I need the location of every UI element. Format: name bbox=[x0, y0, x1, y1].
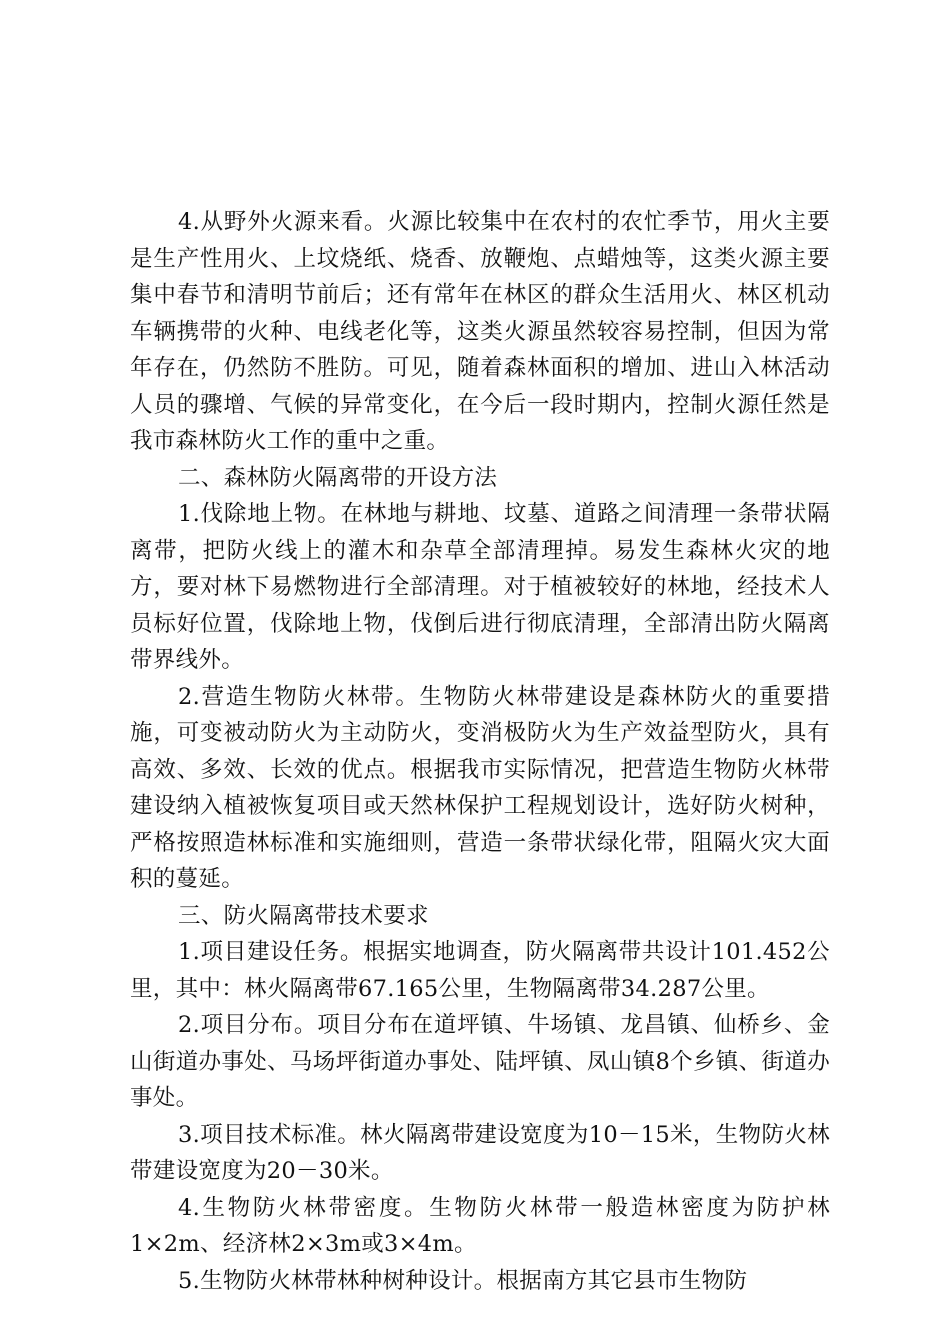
paragraph-project-distribution: 2.项目分布。项目分布在道坪镇、牛场镇、龙昌镇、仙桥乡、金山街道办事处、马场坪街道办事处、陆坪镇、凤山镇8个乡镇、街道办事处。 bbox=[130, 1012, 830, 1111]
paragraph-planting-density: 4.生物防火林带密度。生物防火林带一般造林密度为防护林1×2m、经济林2×3m或3×4m。 bbox=[130, 1194, 830, 1257]
document-body bbox=[130, 204, 830, 1299]
section-heading-3: 三、防火隔离带技术要求 bbox=[178, 902, 429, 929]
paragraph-species-design: 5.生物防火林带林种树种设计。根据南方其它县市生物防 bbox=[178, 1267, 748, 1294]
paragraph-technical-standard: 3.项目技术标准。林火隔离带建设宽度为10－15米，生物防火林带建设宽度为20－30米。 bbox=[130, 1121, 830, 1184]
paragraph-clear-ground: 1.伐除地上物。在林地与耕地、坟墓、道路之间清理一条带状隔离带，把防火线上的灌木和杂草全部清理掉。易发生森林火灾的地方，要对林下易燃物进行全部清理。对于植被较好的林地，经技术人员标好位置，伐除地上物，伐倒后进行彻底清理，全部清出防火隔离带界线外。 bbox=[130, 501, 830, 673]
paragraph-wild-fire-sources: 4.从野外火源来看。火源比较集中在农村的农忙季节，用火主要是生产性用火、上坟烧纸、烧香、放鞭炮、点蜡烛等，这类火源主要集中春节和清明节前后；还有常年在林区的群众生活用火、林区机动车辆携带的火种、电线老化等，这类火源虽然较容易控制，但因为常年存在，仍然防不胜防。可见，随着森林面积的增加、进山入林活动人员的骤增、气候的异常变化，在今后一段时期内，控制火源任然是我市森林防火工作的重中之重。 bbox=[130, 209, 830, 454]
section-heading-2: 二、森林防火隔离带的开设方法 bbox=[178, 464, 498, 491]
paragraph-project-tasks: 1.项目建设任务。根据实地调查，防火隔离带共设计101.452公里，其中：林火隔离带67.165公里，生物隔离带34.287公里。 bbox=[130, 939, 830, 1002]
paragraph-bio-firebreak: 2.营造生物防火林带。生物防火林带建设是森林防火的重要措施，可变被动防火为主动防火，变消极防火为生产效益型防火，具有高效、多效、长效的优点。根据我市实际情况，把营造生物防火林带建设纳入植被恢复项目或天然林保护工程规划设计，选好防火树种，严格按照造林标准和实施细则，营造一条带状绿化带，阻隔火灾大面积的蔓延。 bbox=[130, 683, 830, 892]
